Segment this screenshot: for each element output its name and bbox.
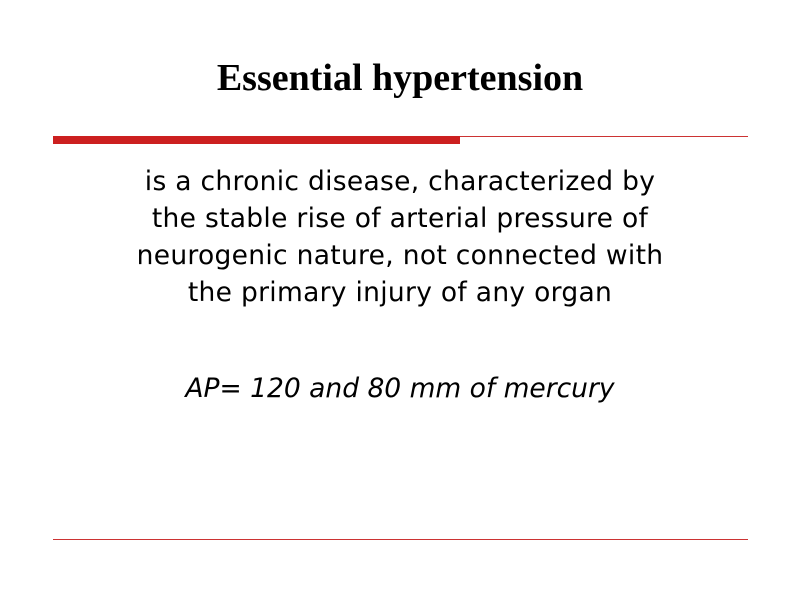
footer-divider <box>53 539 748 540</box>
definition-line: is a chronic disease, characterized by <box>144 166 656 197</box>
definition-line: neurogenic nature, not connected with <box>136 240 664 271</box>
blood-pressure-formula: AP= 120 and 80 mm of mercury <box>185 373 615 404</box>
definition-text <box>60 163 740 311</box>
definition-line: the stable rise of arterial pressure of <box>151 203 649 234</box>
title-divider-thin-line <box>460 136 748 137</box>
title-divider <box>53 136 748 144</box>
slide-title: Essential hypertension <box>216 57 584 99</box>
title-divider-thick-bar <box>53 136 460 144</box>
definition-line: the primary injury of any organ <box>187 277 613 308</box>
